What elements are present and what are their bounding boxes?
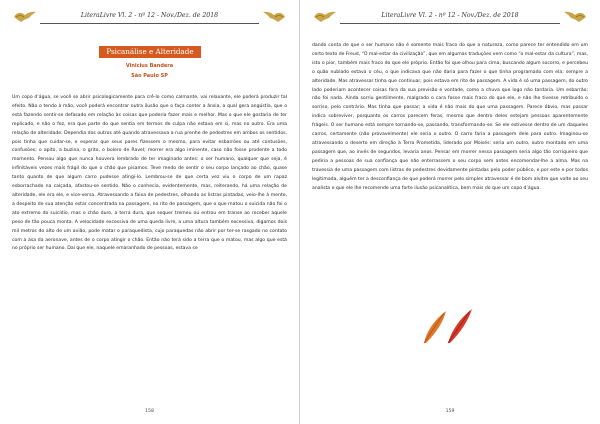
article-body-left: Um copo d’água, se você se abrir psicologicamente para crê-lo como calmante, vai relaxante, ele poderá produzir tal efeito. Não o tendo à mão, você poderá encontrar outra ilusão que o faça conter a ânsia, a qual gera angústia, que o está fazendo sentir-se defasado em relação às coisas que poderia fazer mais e melhor. Mas o que ele gostaria de ter replicado, e não o fez, era que parte do que sentia em termos de culpa não estava em si, mas no outro. Era uma relação de alteridade. Dependia dos outros até quando atravessava a rua prenhe de pedestres em ambos os sentidos, pois tinha que cuidar-se, e esperar que seus pares fizessem o mesmo, para evitar esbarrões ou até contusões, confusões; o apito, a buzina, o grito, o bolero de Ravel; morrer era algo iminente, caso não fosse prudente a todo momento. Pensou algo que nunca houvera lembrado de ter imaginado antes: o ser humano, qualquer que seja, é infinitáveis vezes mais frágil do que o chão que pisamos. Teve medo de sentir o seu corpo lançado ao chão, quase tanto quanto de que algum carro pudesse atingi-lo. Lembrou-se de que certa vez viu o corpo de um rapaz esborrachado na calçada, afastou-se sentido. Não o conhecia, evidentemente, mas, reiterando, há uma relação de alteridade, ele era ele, e vice-versa. Atravessando a faixa de pedestres, olhando as listras pintadas, veio-lhe à mente, a despeito de sua atenção estar concentrada na passagem, no rito de passagem, que o que matou o suicida não foi o ato extremo do suicídio, mas o chão duro, a terra dura, que sequer tremeu ou entrou em transe ao receber aquele peso de tão pouca monta. A velocidade excessiva de uma queda livre, a uma altura também excessiva, digamos dois mil metros do alto de um avião, pode matar o paraquedista, cujo paraquedas não abrir por ter-se rasgado no contato com a asa da aeronave, antes de o corpo atingir o chão. Então não terá sido a terra que o matou, mas algo que está no próprio ser humano. Daí que ele, naquele emaranhado de pessoas, estava se (12, 95, 287, 252)
header-rule (340, 23, 560, 24)
right-page (300, 0, 600, 424)
journal-header-title: LiteraLivre Vl. 2 - nº 12 - Nov./Dez. de 2018 (381, 12, 519, 19)
feathers-icon (418, 303, 478, 347)
page-number-left: 158 (145, 409, 154, 414)
page-number-right: 159 (445, 409, 455, 414)
left-page-header (0, 9, 299, 31)
phoenix-bird-icon (562, 9, 588, 25)
article-body-right: dando conta de que o ser humano não é somente mais fraco do que a natureza, como parece ter entendido em um certo texto de Freud, “O mal-estar da civilização”, que em algumas traduções vem como “o mal-estar da cultura”, mas, isto o pior, também mais fraco do que ele próprio. Então foi que olhou para cima, buscando algum socorro, e percebeu o quão nublado estava o céu, o que indicava que não daria para fazer o que tinha programado com ela; sempre a alteridade. Mas atravessar tinha que continuar, pois estava em rito de passagem. A vida é só uma passagem, do outro lado poderiam acontecer coisas fora da sua previsão e vontade, como a chuva que logo não tardaria. Um esbarrão; não foi nada. Ainda sorriu gentilmente, malgrado o cara fosse mais fraco do que ele, e não lhe tivesse retribuído o sorriso, pelo contrário. Mas tinha que passar; a vida é não mais do que uma passagem. Parece óbvio, mas passar indica sobreviver, porquanto os carros parecem feras, mesmo que dentro deles estejam pessoas aparentemente frágeis. O ser humano está sempre tornando-se, passando, transformando-se. Se ele estivesse dentro de um daqueles carros, certamente (não provavelmente) ele seria o outro. O carro faria a passagem dele para outro. Imaginou-se atravessando o deserto em direção à Terra Prometida, liderado por Moisés: seria um outro, outro montado em uma passagem que, ao invés de segundos, levaria anos. Pensar em morrer nessa passagem seria algo tão corriqueiro que pediria a pessoas de sua confiança que não enterrassem o seu corpo sem antes encomendar-lhe a alma. Mas na travessia de uma passagem com listras de pedestres devidamente pintadas pelo poder público, e por este e por todos legitimada, alguém ter a desconfiança de que poderá morrer pelo simples atravessar é de bom alvitre que volte ao seu analista e que ele lhe recomende uma forte ilusão psicanalítica, bem mais do que um copo d’água. (312, 43, 588, 191)
article-title: Psicanálise e Alteridade (99, 46, 201, 58)
author-place: São Paulo SP (131, 73, 168, 79)
author-name: Vinicius Bandera (125, 63, 174, 69)
header-rule (40, 23, 259, 24)
journal-header-title: LiteraLivre Vl. 2 - nº 12 - Nov./Dez. de 2018 (80, 12, 219, 19)
phoenix-bird-icon (261, 9, 287, 25)
right-page-header (300, 9, 600, 31)
